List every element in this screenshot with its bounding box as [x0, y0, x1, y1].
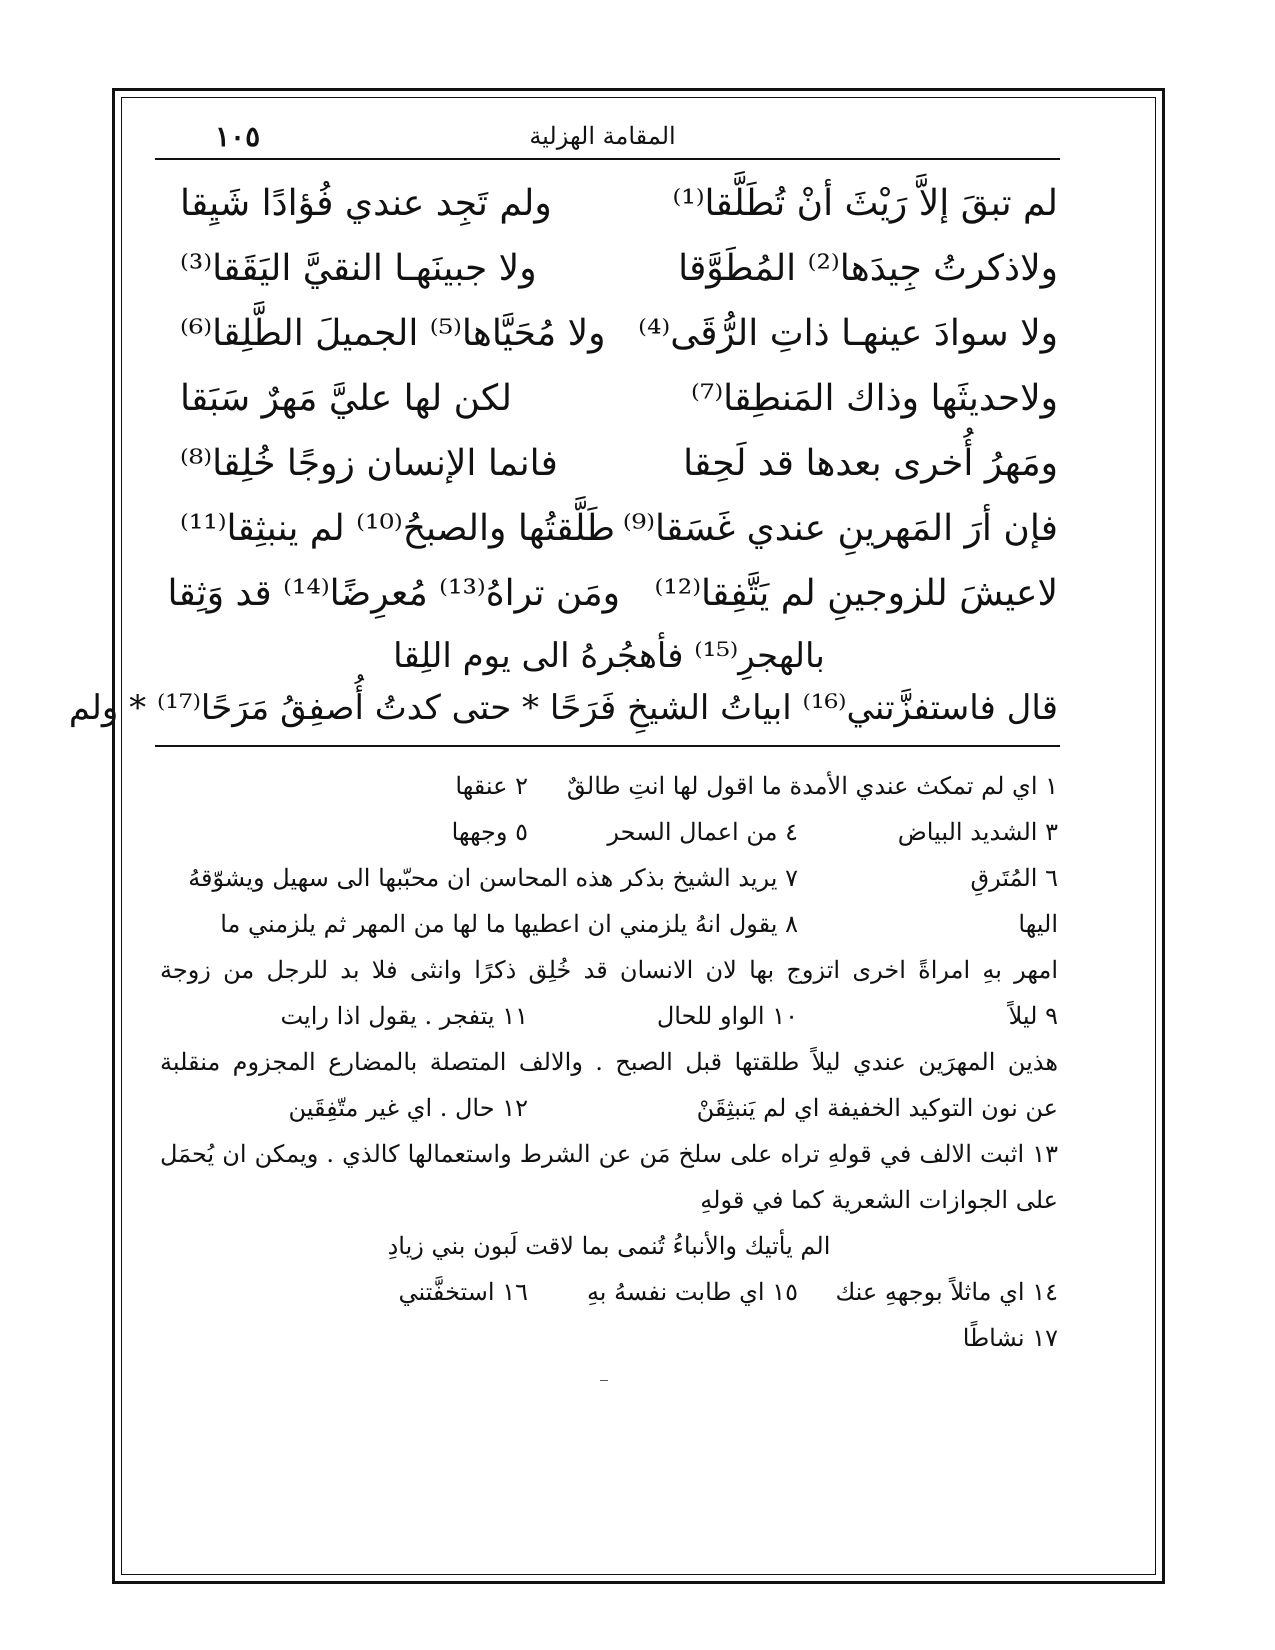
- footnote: على الجوازات الشعرية كما في قولهِ: [700, 1186, 1058, 1214]
- footnote-line: [160, 994, 1058, 1038]
- verse-line: [180, 367, 1058, 431]
- page-header: [155, 110, 1050, 158]
- footnote: ١ اي لم تمكث عندي الأمدة ما اقول لها انتِ طالقٌ: [566, 772, 1058, 800]
- prose-line: قال فاستفزَّتني⁽¹⁶⁾ ابياتُ الشيخِ فَرَحًا * حتى كدتُ أُصفِقُ مَرَحًا⁽¹⁷⁾ * ولم: [68, 688, 1058, 728]
- footnote: ٩ ليلاً: [1008, 1002, 1058, 1030]
- footnote-line: امهر بهِ امراةً اخرى اتزوج بها لان الانسان قد خُلِق ذكرًا وانثى فلا بد للرجل من زوجة: [160, 956, 1058, 984]
- verse-line: [180, 432, 1058, 496]
- verse-hemistich-second: ومَن تراهُ⁽¹³⁾ مُعرِضًا⁽¹⁴⁾ قد وَثِقا: [167, 573, 620, 614]
- verse-hemistich-second: ولم تَجِد عندي فُؤادًا شَيِقا: [180, 183, 552, 224]
- verse-line: [167, 562, 1058, 626]
- verse-hemistich-second: ولا مُحَيَّاها⁽⁵⁾ الجميلَ الطَّلِقا⁽⁶⁾: [180, 313, 606, 354]
- footnote: ٢ عنقها: [455, 772, 528, 800]
- verse-final-line: بالهجرِ⁽¹⁵⁾ فأهجُرهُ الى يوم اللِقا: [393, 636, 825, 676]
- footnote-line: ١٣ اثبت الالف في قولهِ تراه على سلخ مَن عن الشرط واستعمالها كالذي . ويمكن ان يُحمَل: [160, 1140, 1058, 1168]
- footnote-line: [160, 1086, 1058, 1130]
- verse-hemistich-second: طَلَّقتُها والصبحُ⁽¹⁰⁾ لم ينبثِقا⁽¹¹⁾: [180, 508, 616, 549]
- footnote-verse: الم يأتيك والأنباءُ تُنمى بما لاقت لَبون بني زيادِ: [387, 1232, 831, 1260]
- footnote: عن نون التوكيد الخفيفة اي لم يَنبثِقَنْ: [696, 1094, 1058, 1122]
- footnote-rule: [155, 745, 1060, 747]
- verse-hemistich-first: ومَهرُ أُخرى بعدها قد لَحِقا: [683, 443, 1058, 484]
- running-title: المقامة الهزلية: [529, 122, 676, 150]
- footnote: ١٠ الواو للحال: [656, 1002, 798, 1030]
- footnote: ١٢ حال . اي غير متّفِقَين: [288, 1094, 528, 1122]
- header-rule: [155, 158, 1060, 160]
- verse-line: [180, 172, 1058, 236]
- verse-hemistich-first: فإن أرَ المَهرينِ عندي غَسَقا⁽⁹⁾: [622, 508, 1058, 549]
- verse-line: [180, 302, 1058, 366]
- footnote: ١٦ استخفَّتني: [398, 1278, 528, 1306]
- verse-hemistich-first: ولاذكرتُ جِيدَها⁽²⁾ المُطَوَّقا: [678, 248, 1058, 289]
- verse-hemistich-second: فانما الإنسان زوجًا خُلِقا⁽⁸⁾: [180, 443, 558, 484]
- verse-hemistich-second: لكن لها عليَّ مَهرٌ سَبَقا: [180, 378, 512, 419]
- footnote: ٧ يريد الشيخ بذكر هذه المحاسن ان محبّبها الى سهيل ويشوّقهُ: [188, 864, 798, 892]
- footnote: اليها: [1018, 910, 1058, 938]
- footnote-line: [160, 1316, 1058, 1360]
- footnote: ٤ من اعمال السحر: [607, 818, 798, 846]
- footnote-line: [160, 856, 1058, 900]
- page-number: ١٠٥: [215, 120, 261, 153]
- footnote: ١١ يتفجر . يقول اذا رايت: [280, 1002, 528, 1030]
- footnote: ١٤ اي ماثلاً بوجههِ عنك: [835, 1278, 1058, 1306]
- ink-speck: [600, 1380, 608, 1381]
- footnote: ١٥ اي طابت نفسهُ بهِ: [586, 1278, 798, 1306]
- footnote: ٥ وجهها: [451, 818, 528, 846]
- verse-hemistich-first: ولاحديثَها وذاك المَنطِقا⁽⁷⁾: [691, 378, 1058, 419]
- footnote-line: [160, 810, 1058, 854]
- footnote-line: [160, 1178, 1058, 1222]
- footnote-line: [160, 1270, 1058, 1314]
- footnote-line: [160, 902, 1058, 946]
- footnote: ٣ الشديد البياض: [897, 818, 1058, 846]
- footnote-line: هذين المهرَين عندي ليلاً طلقتها قبل الصبح . والالف المتصلة بالمضارع المجزوم منقلبة: [160, 1048, 1058, 1076]
- verse-line: [180, 237, 1058, 301]
- footnote-line: [160, 764, 1058, 808]
- footnote: ٨ يقول انهُ يلزمني ان اعطيها ما لها من المهر ثم يلزمني ما: [220, 910, 798, 938]
- verse-line: [180, 497, 1058, 561]
- verse-hemistich-first: لم تبقَ إلاَّ رَيْثَ أنْ تُطَلَّقا⁽¹⁾: [672, 183, 1058, 224]
- footnote: ٦ المُتَرقِ: [970, 864, 1058, 892]
- footnote: ١٧ نشاطًا: [962, 1324, 1058, 1352]
- verse-hemistich-second: ولا جبينَهـا النقيَّ اليَقَقا⁽³⁾: [180, 248, 537, 289]
- verse-hemistich-first: لاعيشَ للزوجينِ لم يَتَّفِقا⁽¹²⁾: [654, 573, 1058, 614]
- verse-hemistich-first: ولا سوادَ عينهـا ذاتِ الرُّقَى⁽⁴⁾: [638, 313, 1058, 354]
